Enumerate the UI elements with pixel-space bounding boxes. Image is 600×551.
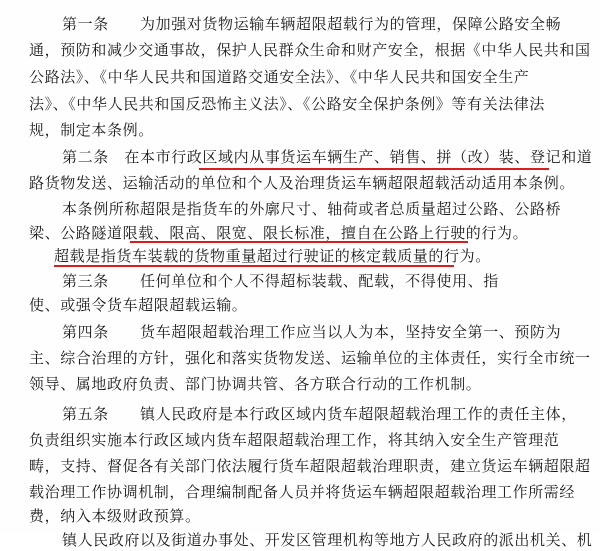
text-line: 第一条 为加强对货物运输车辆超限超载行为的管理，保障公路安全畅 — [62, 15, 562, 33]
text-line: 超载是指货车装载的货物重量超过行驶证的核定载质量的行为。 — [54, 247, 491, 265]
text-line: 公路法》、《中华人民共和国道路交通安全法》、《中华人民共和国安全生产 — [29, 68, 530, 86]
text-line: 费，纳入本级财政预算。 — [29, 507, 201, 525]
text-line: 载治理工作协调机制，合理编制配备人员并将货运车辆超限超载治理工作所需经 — [29, 483, 576, 501]
text-line: 第四条 货车超限超载治理工作应当以人为本，坚持安全第一、预防为 — [62, 323, 562, 341]
text-line: 镇人民政府以及街道办事处、开发区管理机构等地方人民政府的派出机关、机 — [62, 531, 593, 549]
text-line: 第二条 在本市行政区域内从事货运车辆生产、销售、拼（改）装、登记和道 — [62, 148, 593, 166]
text-line: 法》、《中华人民共和国反恐怖主义法》、《公路安全保护条例》等有关法律法 — [29, 95, 546, 113]
red-underline — [199, 168, 549, 170]
text-line: 规，制定本条例。 — [29, 121, 154, 139]
text-line: 负责组织实施本行政区域内货车超限超载治理工作，将其纳入安全生产管理范 — [29, 431, 560, 449]
text-line: 主、综合治理的方针，强化和落实货物发送、运输单位的主体责任，实行全市统一 — [29, 349, 591, 367]
text-line: 领导、属地政府负责、部门协调共管、各方联合行动的工作机制。 — [29, 375, 482, 393]
text-line: 梁、公路隧道限载、限高、限宽、限长标准，擅自在公路上行驶的行为。 — [29, 224, 529, 242]
text-line: 本条例所称超限是指货车的外廓尺寸、轴荷或者总质量超过公路、公路桥 — [62, 200, 562, 218]
text-line: 畴，支持、督促各有关部门依法履行货车超限超载治理职责，建立货运车辆超限超 — [29, 457, 591, 475]
text-line: 第三条 任何单位和个人不得超标装载、配载，不得使用、指 — [62, 272, 499, 290]
text-line: 使、或强令货车超限超载运输。 — [29, 296, 248, 314]
red-underline — [130, 241, 468, 243]
text-line: 通，预防和减少交通事故，保护人民群众生命和财产安全，根据《中华人民共和国 — [29, 41, 591, 59]
red-underline — [54, 265, 454, 267]
text-line: 路货物发送、运输活动的单位和个人及治理货运车辆超限超载活动适用本条例。 — [29, 174, 576, 192]
text-line: 第五条 镇人民政府是本行政区域内货车超限超载治理工作的责任主体， — [62, 405, 577, 423]
